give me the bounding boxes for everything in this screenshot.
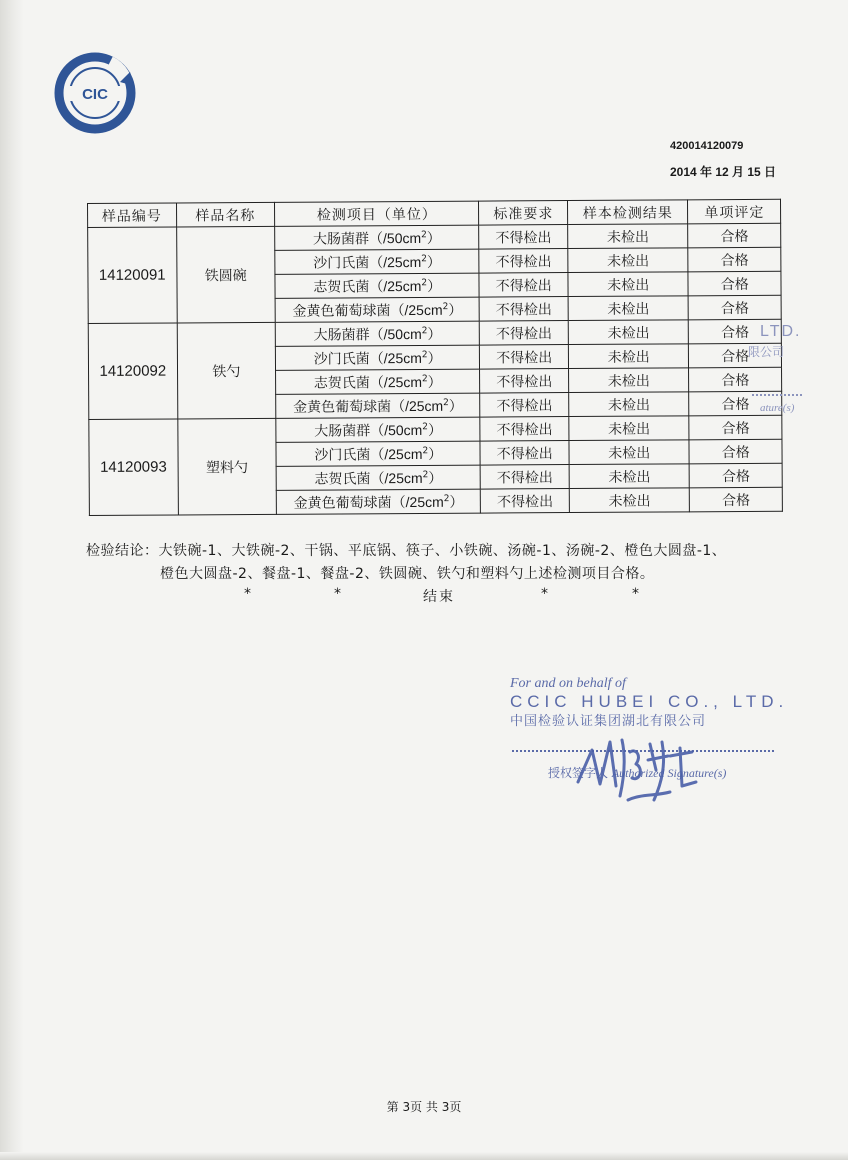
page-number: 第 3页 共 3页 — [386, 1100, 462, 1114]
test-result: 未检出 — [568, 320, 689, 345]
test-item-name: 志贺氏菌 — [314, 470, 371, 488]
test-result: 未检出 — [568, 248, 689, 273]
test-item: 志贺氏菌$(/25cm^2)$ — [276, 369, 481, 394]
sample-id: 14120093 — [89, 419, 178, 516]
item-verdict: 合格 — [689, 319, 782, 344]
test-result: 未检出 — [568, 272, 689, 297]
test-item: 沙门氏菌$(/25cm^2)$ — [276, 441, 481, 466]
end-star: * — [334, 586, 341, 602]
test-item-name: 沙门氏菌 — [313, 350, 370, 368]
test-item-unit: /25cm — [383, 253, 422, 270]
page-edge-bottom — [0, 1152, 848, 1160]
test-item: 金黄色葡萄球菌$(/25cm^2)$ — [276, 393, 481, 418]
item-verdict: 合格 — [688, 247, 781, 272]
column-header: 样本检测结果 — [567, 200, 688, 225]
test-item: 大肠菌群$(/50cm^2)$ — [276, 417, 481, 442]
svg-text:CIC: CIC — [82, 86, 108, 103]
test-item-name: 大肠菌群 — [313, 326, 370, 344]
inspection-conclusion — [86, 540, 826, 586]
standard-requirement: 不得检出 — [480, 441, 569, 466]
test-item-unit: /25cm — [384, 445, 423, 462]
sample-id: 14120091 — [88, 227, 177, 324]
standard-requirement: 不得检出 — [479, 273, 568, 298]
test-result: 未检出 — [569, 464, 690, 489]
stamp-company-en: CCIC HUBEI CO., LTD. — [510, 692, 789, 711]
item-verdict: 合格 — [689, 295, 782, 320]
test-item-unit: /25cm — [384, 469, 423, 486]
standard-requirement: 不得检出 — [480, 417, 569, 442]
column-header: 单项评定 — [688, 199, 781, 224]
standard-requirement: 不得检出 — [480, 345, 569, 370]
test-item-name: 沙门氏菌 — [314, 446, 371, 464]
column-header: 标准要求 — [479, 201, 568, 226]
test-item: 金黄色葡萄球菌$(/25cm^2)$ — [275, 297, 480, 322]
test-item: 沙门氏菌$(/25cm^2)$ — [275, 345, 480, 370]
stamp-on-behalf: For and on behalf of — [510, 676, 626, 691]
test-item-name: 金黄色葡萄球菌 — [292, 398, 392, 416]
test-item-name: 志贺氏菌 — [313, 374, 370, 392]
ghost-stamp-text: 限公司 — [748, 345, 785, 359]
test-item-name: 大肠菌群 — [312, 230, 370, 248]
standard-requirement: 不得检出 — [480, 393, 569, 418]
standard-requirement: 不得检出 — [480, 321, 569, 346]
stamp-authorized-cn: 授权签字人 — [548, 766, 609, 780]
end-marker-row — [0, 586, 848, 606]
ghost-stamp-text: LTD. — [760, 323, 802, 340]
end-star: * — [244, 586, 251, 602]
handwritten-signature — [570, 712, 700, 812]
cic-logo — [52, 50, 138, 136]
sample-name: 铁勺 — [177, 322, 276, 419]
test-item: 沙门氏菌$(/25cm^2)$ — [275, 249, 480, 274]
test-result: 未检出 — [569, 416, 690, 441]
item-verdict: 合格 — [689, 367, 782, 392]
test-result: 未检出 — [569, 440, 690, 465]
stamp-company-cn: 中国检验认证集团湖北有限公司 — [510, 714, 707, 729]
stamp-authorized-en: Authorized Signature(s) — [611, 766, 727, 780]
item-verdict: 合格 — [690, 463, 783, 488]
test-item-name: 金黄色葡萄球菌 — [293, 494, 392, 512]
standard-requirement: 不得检出 — [480, 297, 569, 322]
test-item-name: 沙门氏菌 — [313, 254, 370, 272]
item-verdict: 合格 — [688, 271, 781, 296]
sample-name: 塑料勺 — [177, 418, 276, 515]
test-item-unit: /50cm — [384, 421, 423, 438]
test-item-name: 大肠菌群 — [314, 422, 371, 440]
standard-requirement: 不得检出 — [480, 369, 569, 394]
ghost-stamp-text: ature(s) — [760, 402, 795, 414]
test-item-unit: /25cm — [404, 397, 444, 414]
item-verdict: 合格 — [689, 439, 782, 464]
item-verdict: 合格 — [689, 415, 782, 440]
test-item-unit: /25cm — [404, 301, 443, 318]
end-text: 结束 — [423, 589, 455, 605]
conclusion-line: 检验结论：大铁碗-1、大铁碗-2、干锅、平底锅、筷子、小铁碗、汤碗-1、汤碗-2、橙色大圆盘-1、 — [86, 543, 727, 559]
test-item-unit: /50cm — [382, 229, 422, 246]
test-item-unit: /25cm — [383, 349, 422, 366]
test-item-unit: /25cm — [383, 277, 422, 294]
test-item: 大肠菌群$(/50cm^2)$ — [275, 225, 480, 250]
test-item: 志贺氏菌$(/25cm^2)$ — [275, 273, 480, 298]
test-result: 未检出 — [568, 296, 689, 321]
document-date: 2014 年 12 月 15 日 — [670, 165, 777, 179]
test-item-unit: /25cm — [383, 373, 423, 390]
item-verdict: 合格 — [689, 391, 782, 416]
test-result: 未检出 — [569, 488, 690, 513]
column-header: 样品名称 — [176, 202, 275, 227]
end-star: * — [541, 586, 548, 602]
standard-requirement: 不得检出 — [481, 489, 570, 514]
item-verdict: 合格 — [688, 223, 781, 248]
ghost-stamp-dots — [752, 394, 802, 396]
document-number: 420014120079 — [670, 140, 744, 152]
item-verdict: 合格 — [689, 343, 782, 368]
test-item: 志贺氏菌$(/25cm^2)$ — [276, 465, 481, 490]
conclusion-line: 橙色大圆盘-2、餐盘-1、餐盘-2、铁圆碗、铁勺和塑料勺上述检测项目合格。 — [160, 566, 655, 582]
test-item-name: 志贺氏菌 — [313, 278, 370, 296]
test-result: 未检出 — [569, 368, 690, 393]
end-star: * — [632, 586, 639, 602]
sample-name: 铁圆碗 — [176, 226, 275, 323]
page-edge — [0, 0, 24, 1160]
column-header: 检测项目（单位） — [275, 201, 480, 226]
test-item-name: 金黄色葡萄球菌 — [292, 302, 391, 320]
test-item-unit: /25cm — [405, 493, 444, 510]
test-item: 大肠菌群$(/50cm^2)$ — [275, 321, 480, 346]
standard-requirement: 不得检出 — [479, 249, 568, 274]
test-result: 未检出 — [568, 224, 689, 249]
standard-requirement: 不得检出 — [479, 225, 568, 250]
column-header: 样品编号 — [88, 203, 177, 228]
standard-requirement: 不得检出 — [481, 465, 570, 490]
test-result: 未检出 — [569, 392, 690, 417]
item-verdict: 合格 — [690, 487, 783, 512]
test-item: 金黄色葡萄球菌$(/25cm^2)$ — [276, 489, 481, 514]
sample-id: 14120092 — [88, 323, 177, 420]
test-result: 未检出 — [568, 344, 689, 369]
test-results-table — [87, 199, 783, 516]
test-item-unit: /50cm — [383, 325, 422, 342]
